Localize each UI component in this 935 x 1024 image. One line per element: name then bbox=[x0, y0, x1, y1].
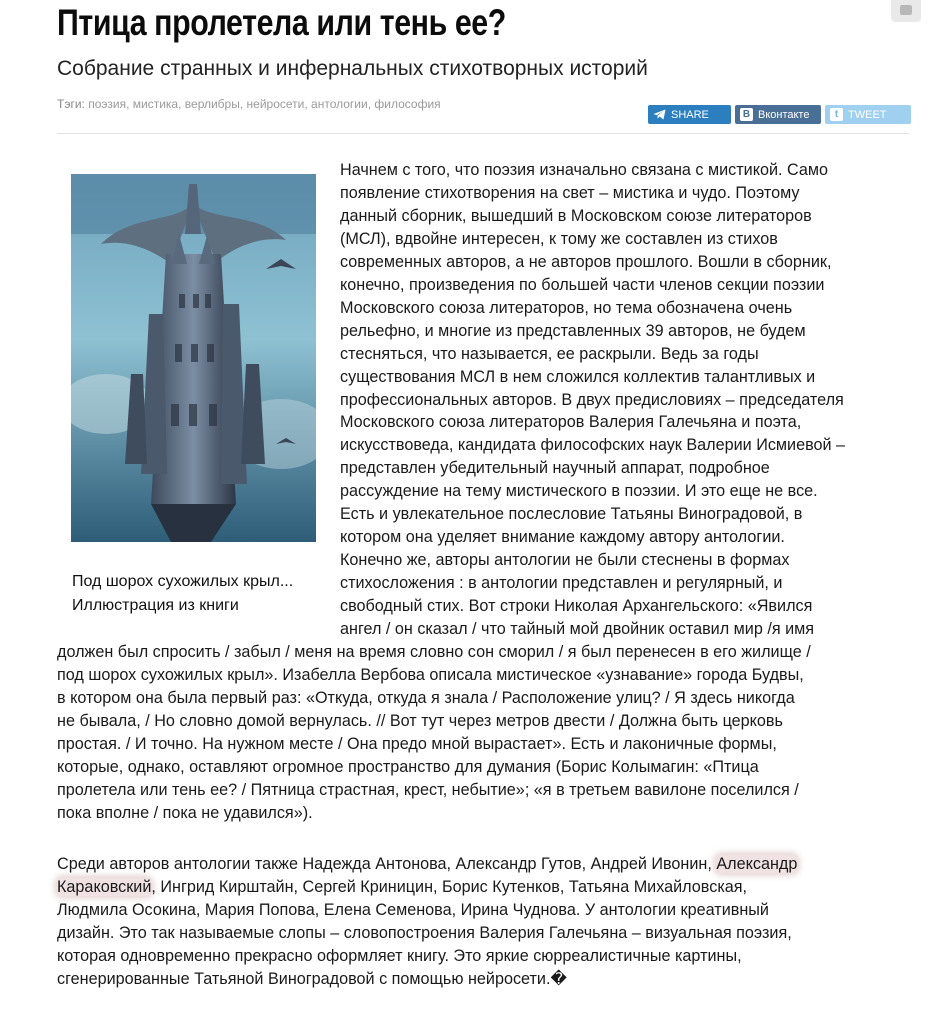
text-line: простая. / И точно. На нужном месте / Она предо мной вырастает». Есть и лаконичные формы, bbox=[57, 734, 777, 753]
text-line: котором она уделяет внимание каждому автору антологии. bbox=[340, 528, 785, 547]
text-line: пока вполне / пока не удавился»). bbox=[57, 803, 313, 822]
caption-line: Иллюстрация из книги bbox=[72, 597, 239, 614]
tags-list bbox=[57, 97, 441, 111]
text-line: Среди авторов антологии также Надежда Антонова, Александр Гутов, Андрей Ивонин, Александр bbox=[57, 855, 798, 873]
telegram-share-button[interactable] bbox=[648, 105, 731, 124]
text-line: Есть и увлекательное послесловие Татьяны Виноградовой, в bbox=[340, 505, 803, 524]
tag-link[interactable]: поэзия, bbox=[88, 97, 130, 111]
text-line: не бывала, / Но словно домой вернулась. // Вот тут через метров двести / Должна быть церковь bbox=[57, 711, 783, 730]
text-line: Конечно же, авторы антологии не были стеснены в формах bbox=[340, 551, 790, 570]
text-line: должен был спросить / забыл / меня на время словно сон сморил / я был перенесен в его жилище / bbox=[57, 642, 811, 661]
telegram-icon bbox=[653, 109, 666, 120]
text-line: Начнем с того, что поэзия изначально связана с мистикой. Само bbox=[340, 161, 829, 179]
text-line: профессиональных авторов. В двух предисловиях – председателя bbox=[340, 390, 844, 409]
text-line: современных авторов, а не авторов прошлого. Вошли в сборник, bbox=[340, 252, 832, 271]
text-line: стихосложения : в антологии представлен и регулярный, и bbox=[340, 574, 783, 593]
tag-link[interactable]: антологии, bbox=[311, 97, 372, 111]
tag-link[interactable]: верлибры, bbox=[184, 97, 244, 111]
share-bar bbox=[648, 105, 911, 124]
twitter-icon: t bbox=[830, 108, 843, 121]
highlighted-author-name: Александр bbox=[716, 855, 798, 873]
text-line: Караковский, Ингрид Кирштайн, Сергей Криницин, Борис Кутенков, Татьяна Михайловская, bbox=[57, 878, 748, 896]
page-title: Птица пролетела или тень ее? bbox=[57, 2, 506, 43]
text-line: Московского союза литераторов, но тема обозначена очень bbox=[340, 298, 793, 317]
book-illustration bbox=[71, 174, 316, 542]
text-line: свободный стих. Вот строки Николая Архангельского: «Явился bbox=[340, 597, 813, 616]
text-line: Московского союза литераторов Валерия Галечьяна и поэта, bbox=[340, 413, 802, 432]
page-subtitle: Собрание странных и инфернальных стихотворных историй bbox=[57, 57, 648, 80]
tag-link[interactable]: философия bbox=[374, 97, 441, 111]
comment-icon[interactable] bbox=[891, 0, 921, 22]
text-line: под шорох сухожилых крыл». Изабелла Вербова описала мистическое «узнавание» города Будвы, bbox=[57, 665, 804, 684]
telegram-share-label: SHARE bbox=[671, 108, 709, 121]
text-line: пролетела или тень ее? / Пятница страстная, крест, небытие»; «я в третьем вавилоне поселился / bbox=[57, 780, 799, 799]
text-line: в котором она была первый раз: «Откуда, откуда я знала / Расположение улиц? / Я здесь никогда bbox=[57, 688, 795, 707]
twitter-share-button[interactable] bbox=[825, 105, 911, 124]
text-line: дизайн. Это так называемые слопы – словопостроения Валерия Галечьяна – визуальная поэзия, bbox=[57, 924, 792, 942]
twitter-share-label: TWEET bbox=[848, 108, 887, 121]
text-line: рассуждение на тему мистического в поэзии. И это еще не все. bbox=[340, 482, 818, 501]
caption-line: Под шорох сухожилых крыл... bbox=[72, 573, 294, 590]
text-line: конечно, произведения по большей части членов секции поэзии bbox=[340, 275, 825, 294]
text-line: которая одновременно прекрасно оформляет книгу. Это яркие сюрреалистичные картины, bbox=[57, 947, 742, 965]
tag-link[interactable]: мистика, bbox=[132, 97, 182, 111]
text-line: стесняться, что называется, ее раскрыли. Ведь за годы bbox=[340, 344, 759, 363]
text-line: существования МСЛ в нем сложился коллектив талантливых и bbox=[340, 367, 816, 386]
tag-link[interactable]: нейросети, bbox=[246, 97, 308, 111]
text-line: Людмила Осокина, Мария Попова, Елена Семенова, Ирина Чуднова. У антологии креативный bbox=[57, 901, 769, 919]
text-line: (МСЛ), вдвойне интересен, к тому же составлен из стихов bbox=[340, 229, 778, 248]
text-line: рельефно, и многие из представленных 39 авторов, не будем bbox=[340, 321, 806, 340]
vk-icon: B bbox=[740, 108, 753, 121]
text-line: сгенерированные Татьяной Виноградовой с помощью нейросети.� bbox=[57, 970, 568, 988]
text-line: ангел / он сказал / что тайный мой двойник оставил мир /я имя bbox=[340, 620, 815, 638]
header-divider bbox=[57, 133, 909, 134]
highlighted-author-surname: Караковский bbox=[57, 878, 152, 896]
text-line: представлен убедительный научный аппарат, подробное bbox=[340, 459, 770, 478]
vk-share-label: Вконтакте bbox=[758, 108, 810, 121]
text-line: которые, однако, оставляют огромное пространство для думания (Борис Колымагин: «Птица bbox=[57, 757, 759, 776]
text-line: искусствоведа, кандидата философских наук Валерии Исмиевой – bbox=[340, 436, 846, 455]
text-line: данный сборник, вышедший в Московском союзе литераторов bbox=[340, 206, 812, 225]
figure-caption bbox=[72, 570, 332, 618]
vk-share-button[interactable] bbox=[735, 105, 821, 124]
text-line: появление стихотворения на свет – мистика и чудо. Поэтому bbox=[340, 183, 800, 202]
tags-label: Тэги: bbox=[57, 97, 85, 111]
